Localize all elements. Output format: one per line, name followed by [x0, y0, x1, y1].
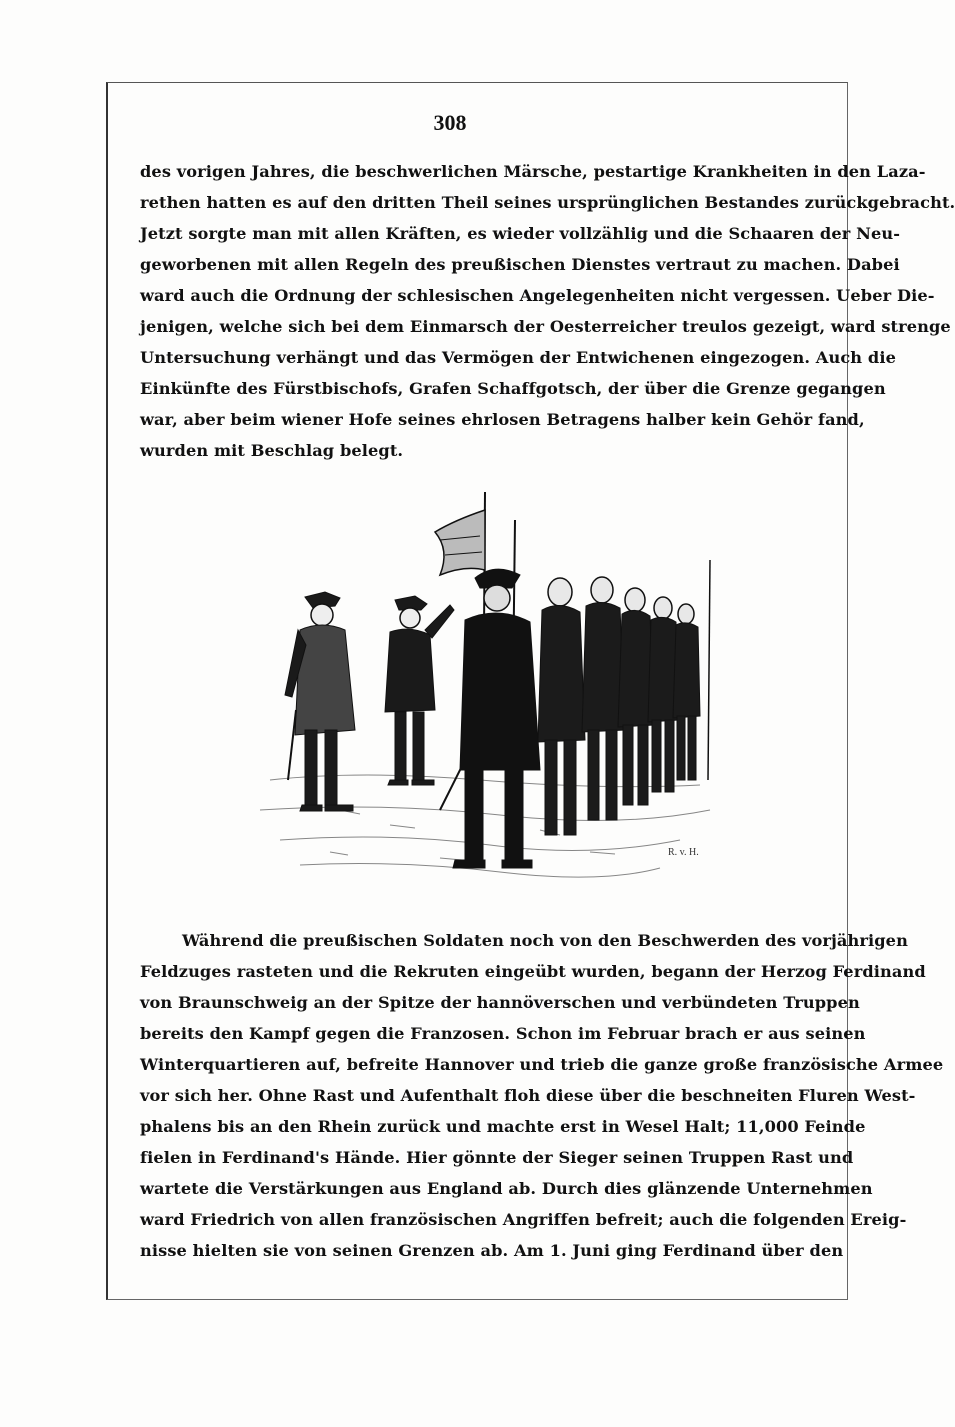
- text-line: nisse hielten sie von seinen Grenzen ab. Am 1. Juni ging Ferdinand über den: [140, 1241, 844, 1260]
- illustration-signature: R. v. H.: [668, 847, 699, 858]
- paragraph-1: [140, 156, 955, 466]
- text-line: Jetzt sorgte man mit allen Kräften, es wieder vollzählig und die Schaaren der Neu-: [140, 224, 901, 243]
- text-line: jenigen, welche sich bei dem Einmarsch der Oesterreicher treulos gezeigt, ward strenge: [140, 317, 951, 336]
- text-line: Einkünfte des Fürstbischofs, Grafen Schaffgotsch, der über die Grenze gegangen: [140, 379, 886, 398]
- text-line: ward Friedrich von allen französischen Angriffen befreit; auch die folgenden Ereig-: [140, 1210, 907, 1229]
- text-line: bereits den Kampf gegen die Franzosen. Schon im Februar brach er aus seinen: [140, 1024, 866, 1043]
- text-line: Winterquartieren auf, befreite Hannover und trieb die ganze große französische Armee: [140, 1055, 944, 1074]
- text-line: von Braunschweig an der Spitze der hannöverschen und verbündeten Truppen: [140, 993, 860, 1012]
- paragraph-2: [140, 925, 944, 1266]
- page-number: 308: [433, 110, 467, 135]
- text-line: des vorigen Jahres, die beschwerlichen Märsche, pestartige Krankheiten in den Laza-: [140, 162, 926, 181]
- text-line: Während die preußischen Soldaten noch von den Beschwerden des vorjährigen: [182, 931, 908, 950]
- text-line: rethen hatten es auf den dritten Theil seines ursprünglichen Bestandes zurückgebracht.: [140, 193, 955, 212]
- text-line: Feldzuges rasteten und die Rekruten eingeübt wurden, begann der Herzog Ferdinand: [140, 962, 926, 981]
- text-line: war, aber beim wiener Hofe seines ehrlosen Betragens halber kein Gehör fand,: [140, 410, 865, 429]
- text-line: wurden mit Beschlag belegt.: [140, 441, 404, 460]
- text-line: geworbenen mit allen Regeln des preußischen Dienstes vertraut zu machen. Dabei: [140, 255, 900, 274]
- illustration-soldiers-oath: [240, 480, 720, 900]
- text-line: phalens bis an den Rhein zurück und machte erst in Wesel Halt; 11,000 Feinde: [140, 1117, 866, 1136]
- text-line: wartete die Verstärkungen aus England ab. Durch dies glänzende Unternehmen: [140, 1179, 873, 1198]
- text-line: vor sich her. Ohne Rast und Aufenthalt floh diese über die beschneiten Fluren West-: [140, 1086, 916, 1105]
- text-line: fielen in Ferdinand's Hände. Hier gönnte der Sieger seinen Truppen Rast und: [140, 1148, 854, 1167]
- text-line: ward auch die Ordnung der schlesischen Angelegenheiten nicht vergessen. Ueber Die-: [140, 286, 935, 305]
- text-line: Untersuchung verhängt und das Vermögen der Entwichenen eingezogen. Auch die: [140, 348, 896, 367]
